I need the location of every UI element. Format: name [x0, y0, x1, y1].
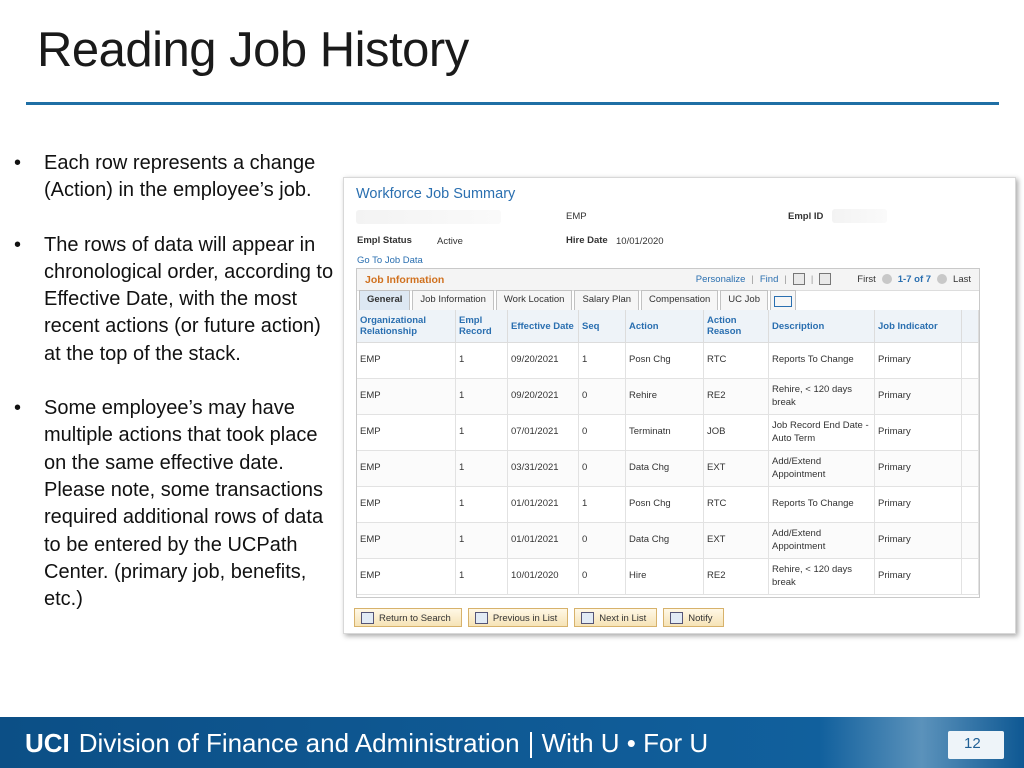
- go-to-job-data-link[interactable]: Go To Job Data: [357, 255, 423, 266]
- cell-description: Rehire, < 120 days break: [769, 379, 875, 415]
- table-row: [357, 379, 979, 415]
- job-information-grid: [356, 268, 980, 598]
- cell-job-indicator: Primary: [875, 451, 962, 487]
- table-row: [357, 451, 979, 487]
- page-number: 12: [964, 735, 981, 752]
- cell-action: Data Chg: [626, 523, 704, 559]
- next-in-list-icon: [581, 612, 594, 624]
- cell-action: Hire: [626, 559, 704, 595]
- cell-description: Job Record End Date -Auto Term: [769, 415, 875, 451]
- grid-navigation: [696, 273, 971, 285]
- cell-empl-record: 1: [456, 523, 508, 559]
- tab-general[interactable]: General: [359, 290, 410, 310]
- cell-job-indicator: Primary: [875, 559, 962, 595]
- cell-org-relationship: EMP: [357, 415, 456, 451]
- table-header-row: [357, 310, 979, 343]
- empl-id-label: Empl ID: [788, 211, 824, 222]
- cell-seq: 1: [579, 343, 626, 379]
- page-number-box: [948, 731, 1004, 759]
- return-to-search-button[interactable]: [354, 608, 462, 627]
- bullet-text: Some employee’s may have multiple actions that took place on the same effective date. Please note, some transactions required additional rows of data to be entered by the UCPath Center. (primary job, benefits, etc.): [44, 397, 324, 611]
- bullet-item: [14, 150, 336, 205]
- empl-status-label: Empl Status: [357, 235, 412, 246]
- notify-button[interactable]: [663, 608, 723, 627]
- cell-action: Rehire: [626, 379, 704, 415]
- cell-effective-date: 01/01/2021: [508, 487, 579, 523]
- col-organizational-relationship[interactable]: Organizational Relationship: [357, 310, 456, 343]
- uci-logo-text: UCI: [25, 728, 70, 758]
- cell-org-relationship: EMP: [357, 379, 456, 415]
- page-title: Workforce Job Summary: [356, 186, 516, 202]
- previous-row-icon[interactable]: [882, 274, 892, 284]
- table-row: [357, 559, 979, 595]
- action-button-bar: [354, 608, 724, 627]
- tab-job-information[interactable]: Job Information: [412, 290, 493, 310]
- previous-in-list-button[interactable]: [468, 608, 568, 627]
- cell-action: Posn Chg: [626, 343, 704, 379]
- peoplesoft-screenshot: [343, 177, 1016, 634]
- next-in-list-button[interactable]: [574, 608, 657, 627]
- cell-empl-record: 1: [456, 487, 508, 523]
- empl-status-value: Active: [437, 236, 463, 247]
- cell-seq: 0: [579, 379, 626, 415]
- notify-icon: [670, 612, 683, 624]
- redacted-name: [356, 210, 501, 224]
- cell-job-indicator: Primary: [875, 415, 962, 451]
- cell-empl-record: 1: [456, 559, 508, 595]
- tab-work-location[interactable]: Work Location: [496, 290, 573, 310]
- tab-show-all-columns[interactable]: [770, 290, 796, 310]
- redacted-empl-id: [832, 209, 887, 223]
- division-name: Division of Finance and Administration: [78, 728, 520, 758]
- cell-action-reason: JOB: [704, 415, 769, 451]
- nav-separator: |: [751, 273, 754, 285]
- cell-seq: 0: [579, 415, 626, 451]
- nav-separator: |: [784, 273, 787, 285]
- col-spacer: [962, 310, 979, 343]
- tab-salary-plan[interactable]: Salary Plan: [574, 290, 639, 310]
- col-empl-record[interactable]: Empl Record: [456, 310, 508, 343]
- cell-description: Rehire, < 120 days break: [769, 559, 875, 595]
- cell-job-indicator: Primary: [875, 343, 962, 379]
- col-job-indicator[interactable]: Job Indicator: [875, 310, 962, 343]
- job-history-table: [357, 310, 979, 595]
- cell-action: Data Chg: [626, 451, 704, 487]
- col-seq[interactable]: Seq: [579, 310, 626, 343]
- view-all-icon[interactable]: [793, 273, 805, 285]
- cell-action-reason: EXT: [704, 451, 769, 487]
- footer-brand: [25, 728, 708, 759]
- show-all-columns-icon: [774, 296, 792, 307]
- cell-empl-record: 1: [456, 379, 508, 415]
- first-label[interactable]: First: [857, 273, 876, 285]
- bullet-item: [14, 232, 336, 368]
- cell-description: Add/Extend Appointment: [769, 451, 875, 487]
- cell-action-reason: RTC: [704, 487, 769, 523]
- table-row: [357, 487, 979, 523]
- cell-action: Terminatn: [626, 415, 704, 451]
- col-effective-date[interactable]: Effective Date: [508, 310, 579, 343]
- cell-job-indicator: Primary: [875, 487, 962, 523]
- cell-org-relationship: EMP: [357, 523, 456, 559]
- cell-effective-date: 10/01/2020: [508, 559, 579, 595]
- bullet-list: [14, 150, 336, 640]
- cell-effective-date: 01/01/2021: [508, 523, 579, 559]
- cell-seq: 0: [579, 559, 626, 595]
- table-row: [357, 343, 979, 379]
- cell-effective-date: 09/20/2021: [508, 343, 579, 379]
- cell-effective-date: 09/20/2021: [508, 379, 579, 415]
- cell-spacer: [962, 559, 979, 595]
- return-to-search-label: Return to Search: [379, 612, 451, 624]
- cell-effective-date: 07/01/2021: [508, 415, 579, 451]
- table-row: [357, 523, 979, 559]
- personalize-link[interactable]: Personalize: [695, 273, 746, 285]
- last-label[interactable]: Last: [953, 273, 971, 285]
- slide-title: Reading Job History: [37, 23, 469, 77]
- slide-footer: [0, 717, 1024, 768]
- col-description[interactable]: Description: [769, 310, 875, 343]
- download-grid-icon[interactable]: [819, 273, 831, 285]
- cell-action: Posn Chg: [626, 487, 704, 523]
- next-row-icon[interactable]: [937, 274, 947, 284]
- grid-header: [357, 269, 979, 291]
- cell-spacer: [962, 523, 979, 559]
- return-to-search-icon: [361, 612, 374, 624]
- cell-org-relationship: EMP: [357, 343, 456, 379]
- cell-seq: 0: [579, 523, 626, 559]
- cell-spacer: [962, 343, 979, 379]
- previous-in-list-icon: [475, 612, 488, 624]
- next-in-list-label: Next in List: [599, 612, 647, 624]
- bullet-item: [14, 395, 336, 613]
- cell-action-reason: RE2: [704, 379, 769, 415]
- bullet-marker: •: [14, 233, 22, 256]
- grid-tabs: [359, 290, 796, 310]
- cell-spacer: [962, 451, 979, 487]
- hire-date-value: 10/01/2020: [616, 236, 664, 247]
- title-divider: [26, 102, 999, 105]
- row-range: 1-7 of 7: [897, 273, 932, 285]
- cell-action-reason: RTC: [704, 343, 769, 379]
- nav-separator: |: [810, 273, 814, 285]
- bullet-marker: •: [14, 152, 22, 174]
- cell-spacer: [962, 379, 979, 415]
- cell-empl-record: 1: [456, 343, 508, 379]
- cell-org-relationship: EMP: [357, 451, 456, 487]
- cell-empl-record: 1: [456, 415, 508, 451]
- bullet-marker: •: [14, 397, 22, 420]
- cell-description: Add/Extend Appointment: [769, 523, 875, 559]
- bullet-text: The rows of data will appear in chronological order, according to Effective Date, with the most recent actions (or future action) at the top of the stack.: [44, 233, 334, 365]
- cell-org-relationship: EMP: [357, 559, 456, 595]
- find-link[interactable]: Find: [759, 273, 779, 285]
- cell-action-reason: EXT: [704, 523, 769, 559]
- previous-in-list-label: Previous in List: [492, 612, 558, 624]
- tab-uc-job[interactable]: UC Job: [720, 290, 768, 310]
- cell-effective-date: 03/31/2021: [508, 451, 579, 487]
- cell-spacer: [962, 415, 979, 451]
- cell-job-indicator: Primary: [875, 379, 962, 415]
- col-action[interactable]: Action: [626, 310, 704, 343]
- cell-description: Reports To Change: [769, 487, 875, 523]
- cell-description: Reports To Change: [769, 343, 875, 379]
- footer-divider: [530, 732, 532, 758]
- cell-seq: 0: [579, 451, 626, 487]
- tab-compensation[interactable]: Compensation: [641, 290, 718, 310]
- emp-code: EMP: [566, 211, 587, 222]
- bullet-text: Each row represents a change (Action) in the employee’s job.: [44, 152, 316, 202]
- hire-date-label: Hire Date: [566, 235, 608, 246]
- notify-label: Notify: [688, 612, 713, 624]
- cell-action-reason: RE2: [704, 559, 769, 595]
- cell-job-indicator: Primary: [875, 523, 962, 559]
- footer-tagline: With U • For U: [541, 728, 709, 758]
- cell-spacer: [962, 487, 979, 523]
- cell-seq: 1: [579, 487, 626, 523]
- cell-org-relationship: EMP: [357, 487, 456, 523]
- table-row: [357, 415, 979, 451]
- cell-empl-record: 1: [456, 451, 508, 487]
- grid-title: Job Information: [365, 274, 445, 286]
- col-action-reason[interactable]: Action Reason: [704, 310, 769, 343]
